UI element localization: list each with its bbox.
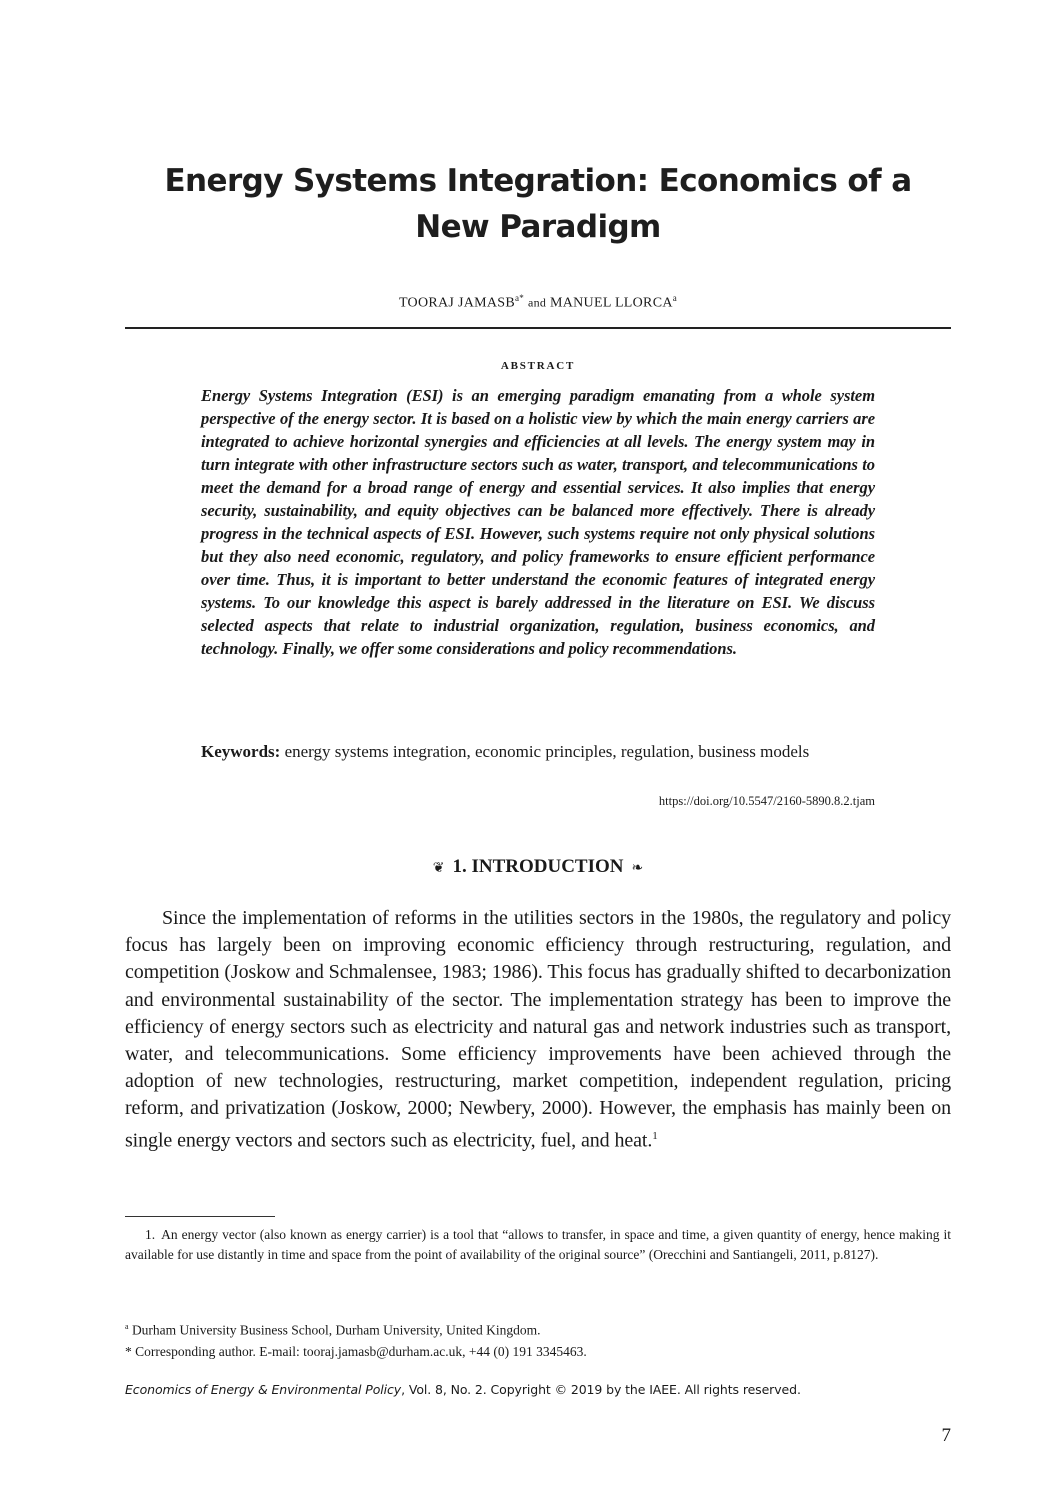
footnote-rule — [125, 1216, 275, 1217]
corresponding-text: Corresponding author. E-mail: tooraj.jamasb@durham.ac.uk, +44 (0) 191 3345463. — [135, 1343, 587, 1359]
affiliation-a-marker: a — [125, 1322, 129, 1331]
ornament-right-icon: ❧ — [631, 861, 644, 876]
author-1-affiliation: a* — [515, 293, 525, 303]
affiliations — [125, 1316, 951, 1362]
paper-title — [125, 158, 951, 250]
journal-footer — [125, 1382, 951, 1397]
keywords-label: Keywords: — [201, 742, 281, 761]
section-title: 1. INTRODUCTION — [452, 856, 624, 877]
footnote-reference[interactable]: 1 — [652, 1129, 658, 1142]
author-1-name: TOORAJ JAMASB — [398, 295, 516, 311]
footnote-number: 1. — [145, 1227, 156, 1242]
affiliation-a-text: Durham University Business School, Durham University, United Kingdom. — [131, 1322, 541, 1338]
ornament-left-icon: ❦ — [432, 861, 445, 876]
corresponding-marker: * — [125, 1343, 132, 1359]
corresponding-author — [125, 1341, 951, 1362]
abstract-text: Energy Systems Integration (ESI) is an emerging paradigm emanating from a whole system perspective of the energy sector. It is based on a holistic view by which the main energy carriers are integrated to achieve horizontal synergies and efficiencies at all levels. The energy system may in turn integrate with other infrastructure sectors such as water, transport, and telecommunications to meet the demand for a broad range of energy and essential services. It also implies that energy security, sustainability, and equity objectives can be balanced more effectively. There is already progress in the technical aspects of ESI. However, such systems require not only physical solutions but they also need economic, regulatory, and policy frameworks to ensure efficient performance over time. Thus, it is important to better understand the economic features of integrated energy systems. To our knowledge this aspect is barely addressed in the literature on ESI. We discuss selected aspects that relate to industrial organization, regulation, business economics, and technology. Finally, we offer some considerations and policy recommendations. — [201, 386, 875, 658]
footnote — [125, 1225, 951, 1265]
author-2-name: MANUEL LLORCA — [549, 295, 673, 311]
keywords — [201, 740, 875, 763]
keywords-text: energy systems integration, economic principles, regulation, business models — [284, 742, 810, 761]
abstract-heading: ABSTRACT — [500, 360, 576, 372]
title-rule — [125, 327, 951, 329]
journal-name: Economics of Energy & Environmental Policy — [125, 1382, 402, 1397]
author-2-affiliation: a — [672, 293, 678, 303]
journal-details: , Vol. 8, No. 2. Copyright © 2019 by the IAEE. All rights reserved. — [401, 1382, 801, 1397]
title-line-1: Energy Systems Integration: Economics of a — [164, 163, 912, 199]
page-number: 7 — [941, 1425, 951, 1446]
affiliation-a — [125, 1316, 951, 1341]
author-conjunction: and — [527, 295, 547, 310]
footnote-text: An energy vector (also known as energy carrier) is a tool that “allows to transfer, in space and time, a given quantity of energy, hence making it available for use distantly in time and space from the point of availability of the original source” (Orecchini and Santiangeli, 2011, p.8127). — [125, 1227, 951, 1262]
section-heading — [125, 856, 951, 878]
body-paragraph-text: Since the implementation of reforms in the utilities sectors in the 1980s, the regulatory and policy focus has largely been on improving economic efficiency through restructuring, regulation, and competition (Joskow and Schmalensee, 1983; 1986). This focus has gradually shifted to decarbonization and environmental sustainability of the sector. The implementation strategy has been to improve the efficiency of energy sectors such as electricity and natural gas and network industries such as transport, water, and telecommunications. Some efficiency improvements have been achieved through the adoption of new technologies, restructuring, market competition, independent regulation, pricing reform, and privatization (Joskow, 2000; Newbery, 2000). However, the emphasis has mainly been on single energy vectors and sectors such as electricity, fuel, and heat. — [125, 907, 952, 1152]
doi-link[interactable]: https://doi.org/10.5547/2160-5890.8.2.tjam — [658, 794, 875, 808]
title-line-2: New Paradigm — [415, 209, 661, 245]
author-list — [125, 293, 951, 312]
body-paragraph — [125, 905, 951, 1154]
